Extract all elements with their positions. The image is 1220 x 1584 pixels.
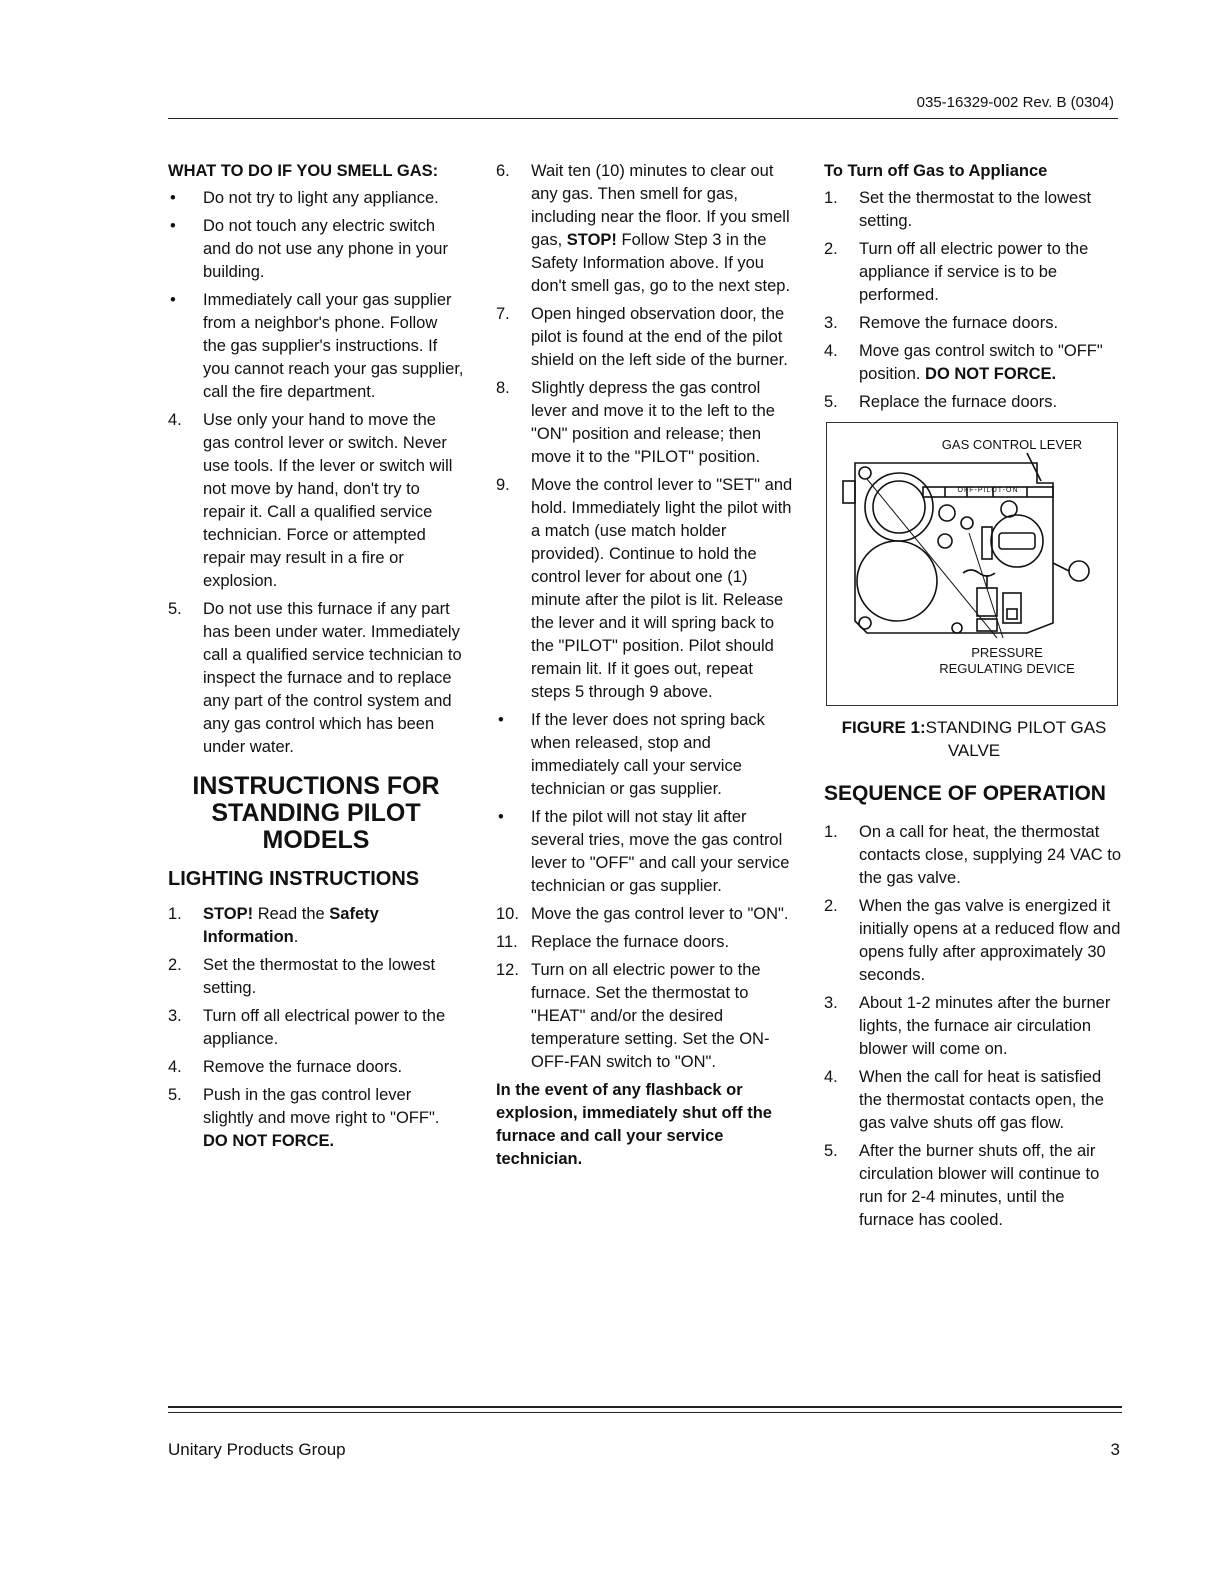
list-item: 11. Replace the furnace doors.	[496, 933, 730, 951]
list-item: 4. When the call for heat is satisfied the thermostat contacts open, the gas valve shuts off gas flow.	[824, 1068, 1104, 1132]
document-id: 035-16329-002 Rev. B (0304)	[916, 94, 1114, 111]
smell-gas-bullets	[168, 187, 464, 404]
lighting-steps-10-12	[496, 903, 796, 1074]
list-item: 3. Remove the furnace doors.	[824, 314, 1059, 332]
lighting-instructions-heading: LIGHTING INSTRUCTIONS	[168, 868, 420, 890]
list-item: 4. Move gas control switch to "OFF" position. DO NOT FORCE.	[824, 342, 1103, 383]
list-item: 5. Do not use this furnace if any part has been under water. Immediately call a qualified service technician to inspect the furnace and to replace any part of the control system and any gas control which has been under water.	[168, 600, 462, 756]
gas-control-lever-label: GAS CONTROL LEVER	[941, 437, 1083, 452]
list-item: 2. When the gas valve is energized it initially opens at a reduced flow and opens fully after approximately 30 seconds.	[824, 897, 1121, 984]
header-rule	[168, 118, 1118, 119]
lighting-steps-6-9	[496, 160, 796, 704]
turn-off-gas-title: To Turn off Gas to Appliance	[824, 162, 1048, 180]
lighting-bullets	[496, 709, 796, 898]
smell-gas-title: WHAT TO DO IF YOU SMELL GAS:	[168, 162, 439, 180]
figure-caption: FIGURE 1:STANDING PILOT GAS VALVE	[841, 718, 1107, 760]
list-item: 5. After the burner shuts off, the air circulation blower will continue to run for 2-4 minutes, until the furnace has cooled.	[824, 1142, 1100, 1229]
turn-off-steps	[824, 187, 1124, 414]
lighting-steps-1-5	[168, 903, 464, 1153]
list-item: 3. About 1-2 minutes after the burner lights, the furnace air circulation blower will come on.	[824, 994, 1111, 1058]
list-item: 9. Move the control lever to "SET" and hold. Immediately light the pilot with a match (use match holder provided). Continue to hold the control lever for about one (1) minute after the pilot is lit. Release the lever and it will spring back to the "PILOT" position. Pilot should remain lit. If it goes out, repeat steps 5 through 9 above.	[496, 476, 793, 701]
valve-dial-marking: OFF-PILOT-ON	[957, 487, 1019, 494]
list-item: 5. Replace the furnace doors.	[824, 393, 1058, 411]
sequence-steps	[824, 821, 1124, 1232]
column-1	[168, 160, 464, 1158]
list-item: 4. Remove the furnace doors.	[168, 1058, 403, 1076]
page-number: 3	[1110, 1440, 1120, 1459]
sequence-heading: SEQUENCE OF OPERATION	[824, 782, 1106, 805]
list-item: • Do not touch any electric switch and do not use any phone in your building.	[170, 217, 448, 281]
gas-valve-figure	[826, 422, 1118, 706]
column-2	[496, 160, 796, 1171]
smell-gas-numbered	[168, 409, 464, 759]
footer-company: Unitary Products Group	[168, 1440, 346, 1459]
list-item: • Immediately call your gas supplier from a neighbor's phone. Follow the gas supplier's instructions. If you cannot reach your gas supplier, call the fire department.	[170, 291, 464, 401]
list-item: • If the pilot will not stay lit after several tries, move the gas control lever to "OFF" and call your service technician or gas supplier.	[498, 808, 790, 895]
list-item: 1. On a call for heat, the thermostat contacts close, supplying 24 VAC to the gas valve.	[824, 823, 1122, 887]
pressure-regulating-device-label: PRESSURE REGULATING DEVICE	[939, 645, 1075, 676]
list-item: 10. Move the gas control lever to "ON".	[496, 905, 789, 923]
standing-pilot-heading: INSTRUCTIONS FOR STANDING PILOT MODELS	[192, 772, 440, 854]
list-item: 7. Open hinged observation door, the pilot is found at the end of the pilot shield on the left side of the burner.	[496, 305, 788, 369]
footer-rule	[168, 1406, 1122, 1408]
footer-rule	[168, 1412, 1122, 1413]
list-item: 12. Turn on all electric power to the furnace. Set the thermostat to "HEAT" and/or the desired temperature setting. Set the ON-OFF-FAN switch to "ON".	[496, 961, 770, 1071]
list-item: 2. Set the thermostat to the lowest setting.	[168, 956, 436, 997]
column-3	[824, 160, 1124, 1237]
flashback-warning: In the event of any flashback or explosion, immediately shut off the furnace and call your service technician.	[496, 1081, 772, 1168]
list-item: 8. Slightly depress the gas control lever and move it to the left to the "ON" position and release; then move it to the "PILOT" position.	[496, 379, 775, 466]
list-item: • Do not try to light any appliance.	[170, 189, 439, 207]
list-item: • If the lever does not spring back when released, stop and immediately call your service technician or gas supplier.	[498, 711, 765, 798]
list-item: 1. STOP! Read the Safety Information.	[168, 905, 379, 946]
list-item: 1. Set the thermostat to the lowest setting.	[824, 189, 1092, 230]
list-item: 3. Turn off all electrical power to the appliance.	[168, 1007, 446, 1048]
list-item: 5. Push in the gas control lever slightly and move right to "OFF". DO NOT FORCE.	[168, 1086, 440, 1150]
list-item: 2. Turn off all electric power to the appliance if service is to be performed.	[824, 240, 1089, 304]
list-item: 6. Wait ten (10) minutes to clear out any gas. Then smell for gas, including near the floor. If you smell gas, STOP! Follow Step 3 in the Safety Information above. If you don't smell gas, go to the next step.	[496, 162, 791, 295]
list-item: 4. Use only your hand to move the gas control lever or switch. Never use tools. If the lever or switch will not move by hand, don't try to repair it. Call a qualified service technician. Force or attempted repair may result in a fire or explosion.	[168, 411, 453, 590]
